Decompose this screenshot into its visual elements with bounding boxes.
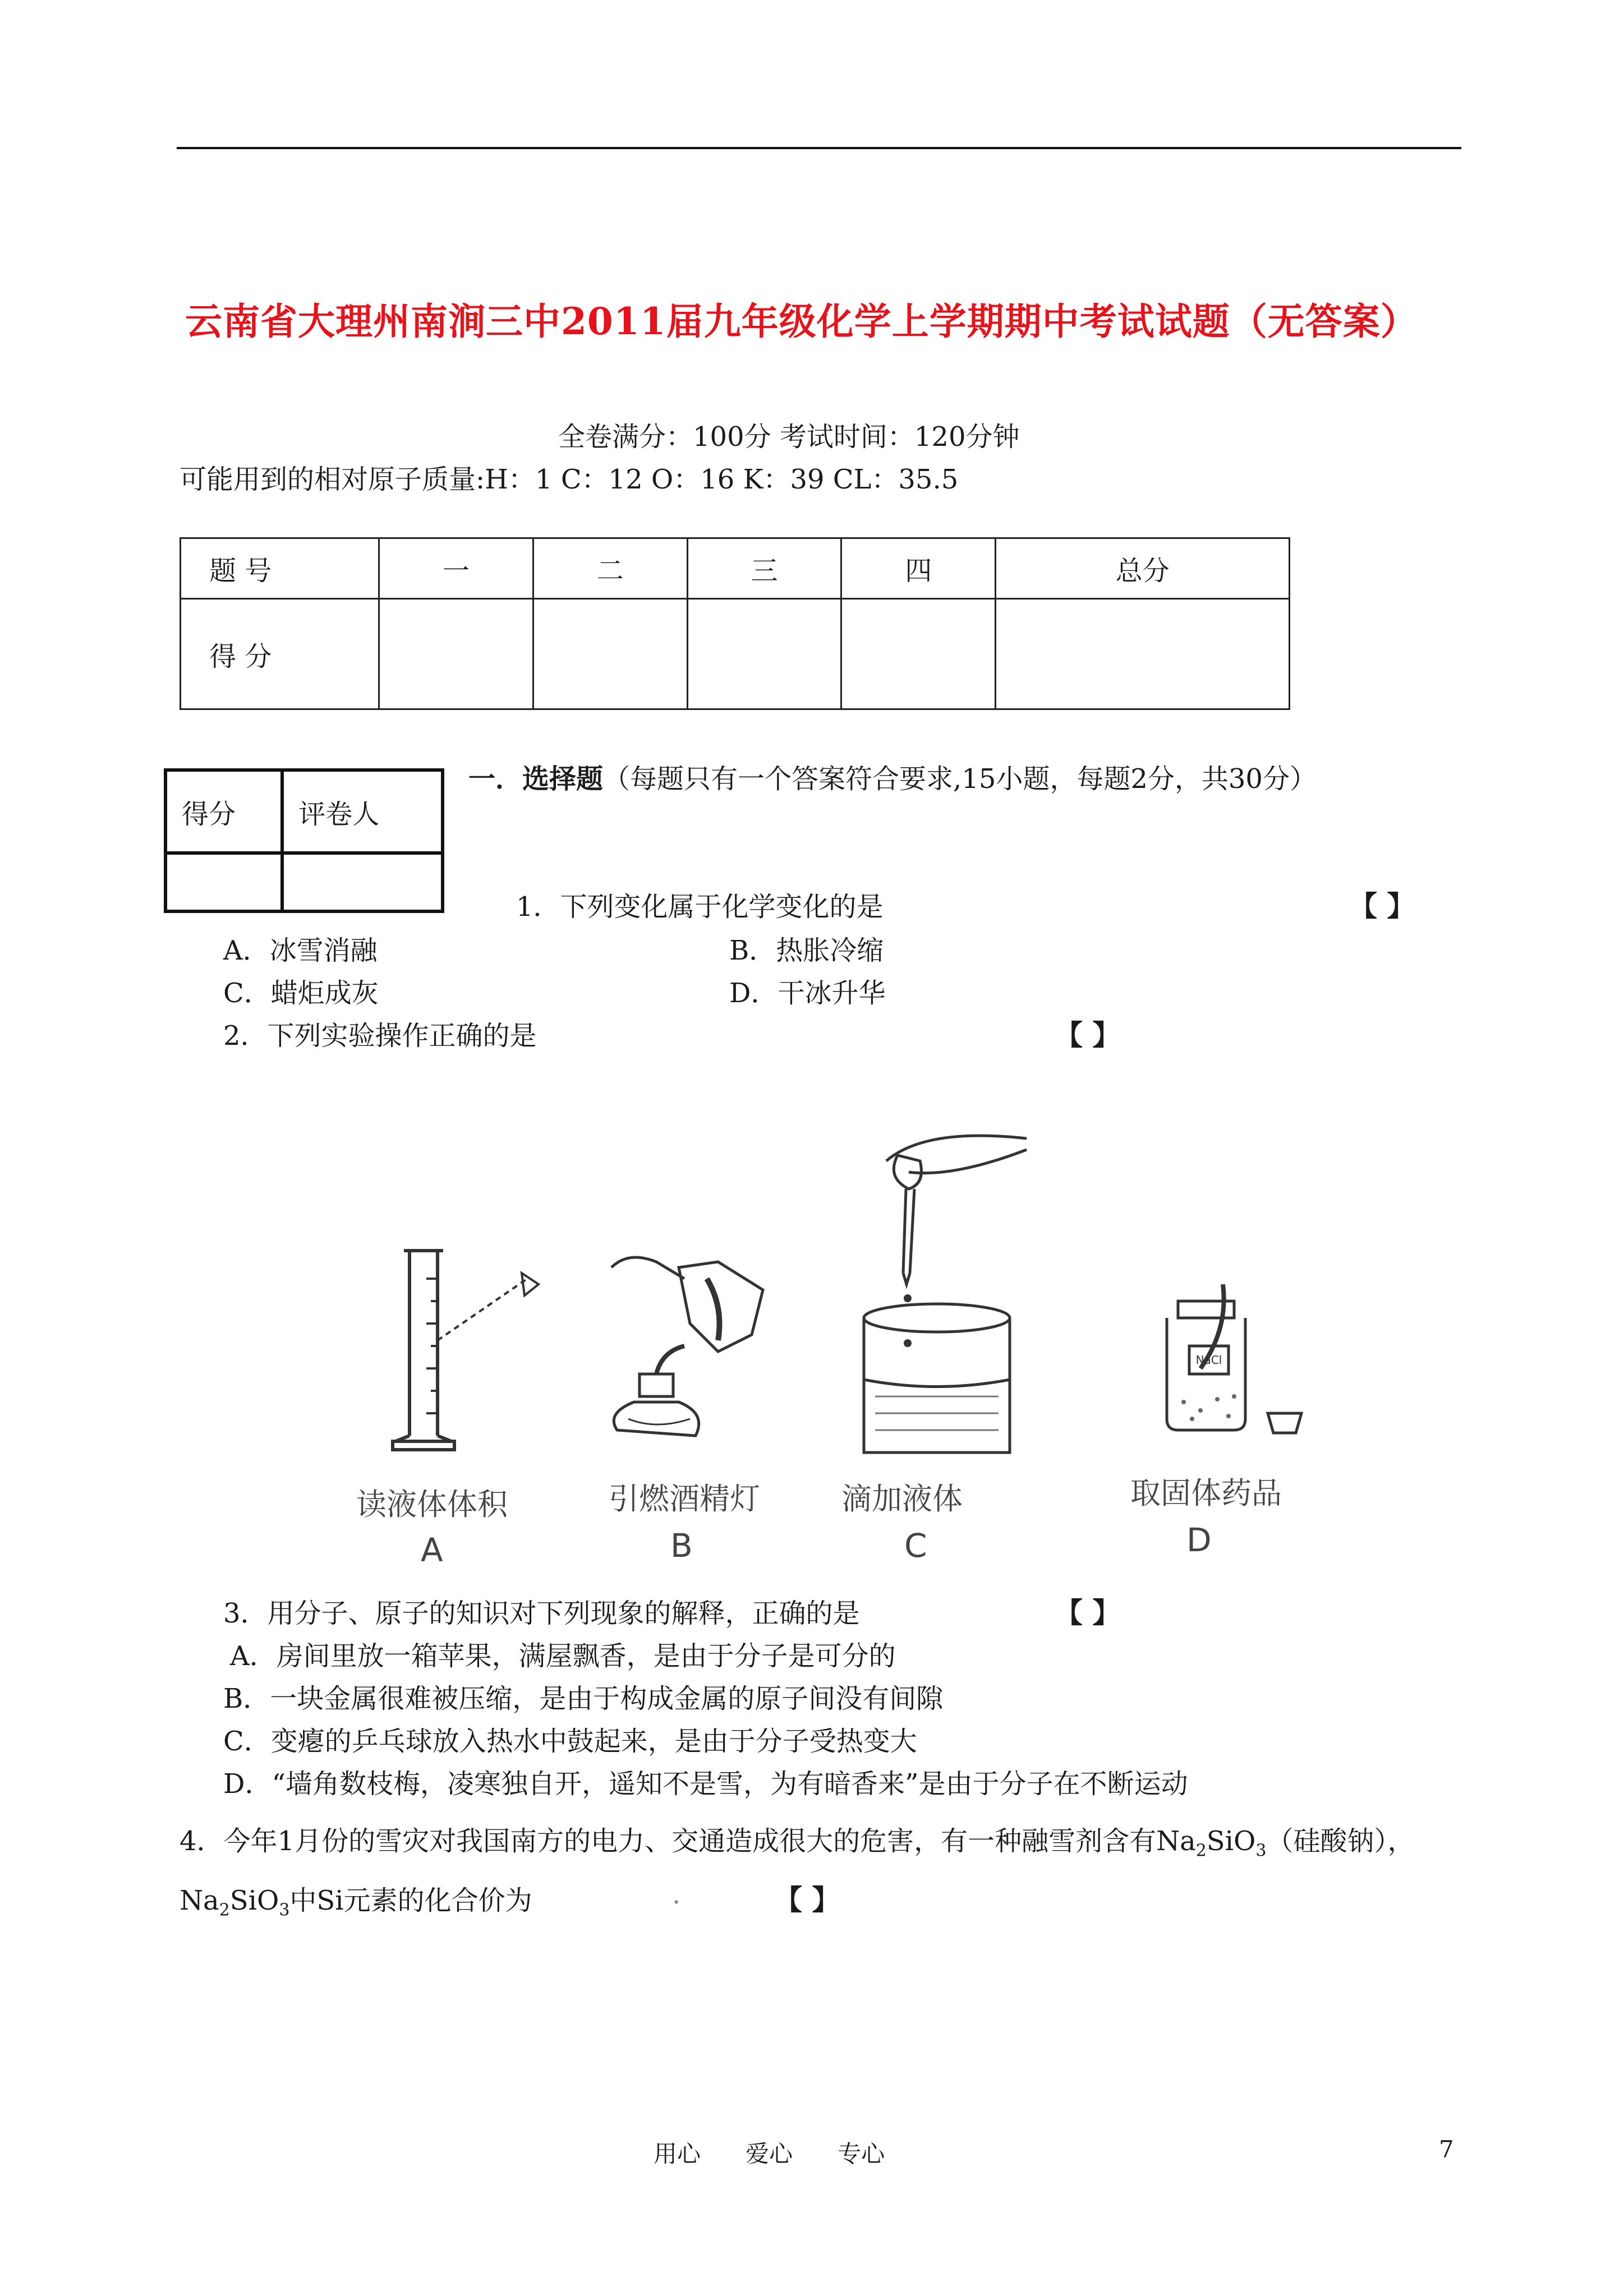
graduated-cylinder-figure <box>370 1234 550 1469</box>
bottle-label: NaCl <box>1195 1353 1222 1367</box>
score-cell-total[interactable] <box>996 599 1290 709</box>
score-cell-4[interactable] <box>841 599 996 709</box>
section1-note: （每题只有一个答案符合要求,15小题，每题2分，共30分） <box>603 763 1317 795</box>
grader-name-label: 评卷人 <box>282 770 443 853</box>
page-number: 7 <box>1439 2136 1454 2163</box>
q4-stem-mid: SiO <box>1206 1825 1256 1857</box>
score-header-4: 四 <box>841 538 996 599</box>
figure-c-caption: 滴加液体 <box>841 1481 963 1516</box>
q4-line2-post: 中Si元素的化合价为 <box>289 1885 532 1916</box>
q1-option-a: A．冰雪消融 <box>223 935 378 966</box>
q3-option-d: D．“墙角数枝梅，凌寒独自开，遥知不是雪，为有暗香来”是由于分子在不断运动 <box>223 1768 1188 1800</box>
score-table <box>180 537 1290 710</box>
exam-info-line1: 全卷满分：100分 考试时间：120分钟 <box>558 421 1020 453</box>
footer-motto: 用心 爱心 专心 <box>654 2140 885 2168</box>
grader-table <box>164 768 444 913</box>
q4-line2-pre: Na <box>180 1885 219 1916</box>
score-cell-2[interactable] <box>533 599 687 709</box>
score-header-1: 一 <box>379 538 533 599</box>
grader-score-label: 得分 <box>165 770 282 853</box>
grader-name-cell[interactable] <box>282 853 443 911</box>
q1-option-b: B．热胀冷缩 <box>729 935 884 966</box>
alcohol-lamp-figure <box>595 1245 797 1469</box>
q4-dot: . <box>672 1879 681 1910</box>
score-row-label: 得 分 <box>181 599 379 709</box>
q1-option-d: D．干冰升华 <box>729 978 886 1009</box>
reagent-bottle-figure <box>1139 1284 1318 1464</box>
q4-stem-pre: 4．今年1月份的雪灾对我国南方的电力、交通造成很大的危害，有一种融雪剂含有Na <box>180 1825 1196 1857</box>
q4-stem-post: （硅酸钠）， <box>1266 1825 1415 1857</box>
figure-a-caption: 读液体体积 <box>356 1487 508 1522</box>
q4-answer-bracket[interactable]: 【 】 <box>774 1883 840 1916</box>
figure-d-caption: 取固体药品 <box>1130 1476 1282 1511</box>
q3-stem: 3．用分子、原子的知识对下列现象的解释，正确的是 <box>223 1598 860 1629</box>
q3-option-a: A．房间里放一箱苹果，满屋飘香，是由于分子是可分的 <box>230 1640 896 1672</box>
section1-heading: 一．选择题 <box>468 763 604 795</box>
grader-score-cell[interactable] <box>165 853 282 911</box>
score-cell-3[interactable] <box>687 599 841 709</box>
score-header-3: 三 <box>687 538 841 599</box>
score-cell-1[interactable] <box>379 599 533 709</box>
q2-answer-bracket[interactable]: 【 】 <box>1055 1018 1121 1052</box>
figure-b-letter: B <box>670 1527 693 1565</box>
q3-answer-bracket[interactable]: 【 】 <box>1055 1596 1121 1629</box>
q4-sub1: 2 <box>1195 1841 1207 1861</box>
figure-d-letter: D <box>1186 1521 1212 1559</box>
figure-a-letter: A <box>421 1531 443 1569</box>
q4-line2 <box>180 1879 532 1920</box>
score-header-2: 二 <box>533 538 687 599</box>
page-title: 云南省大理州南涧三中2011届九年级化学上学期期中考试试题（无答案） <box>185 299 1418 343</box>
q4-sub2: 3 <box>1255 1841 1267 1861</box>
q1-stem: 1．下列变化属于化学变化的是 <box>516 891 884 923</box>
q2-stem: 2．下列实验操作正确的是 <box>223 1020 537 1052</box>
section1-header <box>468 757 1317 796</box>
header-rule <box>177 147 1461 149</box>
q4-line2-mid: SiO <box>229 1885 279 1916</box>
q4-stem <box>180 1819 1415 1861</box>
q4-line2-sub2: 3 <box>279 1900 290 1920</box>
q1-answer-bracket[interactable]: 【 】 <box>1349 889 1415 923</box>
figure-b-caption: 引燃酒精灯 <box>609 1481 760 1516</box>
exam-info-line2: 可能用到的相对原子质量:H：1 C：12 O：16 K：39 CL：35.5 <box>180 464 959 495</box>
figure-c-letter: C <box>904 1527 927 1565</box>
dropper-beaker-figure <box>841 1116 1043 1464</box>
score-header-label: 题 号 <box>181 538 379 599</box>
q1-option-c: C．蜡炬成灰 <box>223 978 379 1009</box>
q4-line2-sub1: 2 <box>219 1900 230 1920</box>
score-header-total: 总分 <box>996 538 1290 599</box>
q3-option-c: C．变瘪的乒乓球放入热水中鼓起来，是由于分子受热变大 <box>223 1726 917 1757</box>
q3-option-b: B．一块金属很难被压缩，是由于构成金属的原子间没有间隙 <box>223 1683 944 1714</box>
